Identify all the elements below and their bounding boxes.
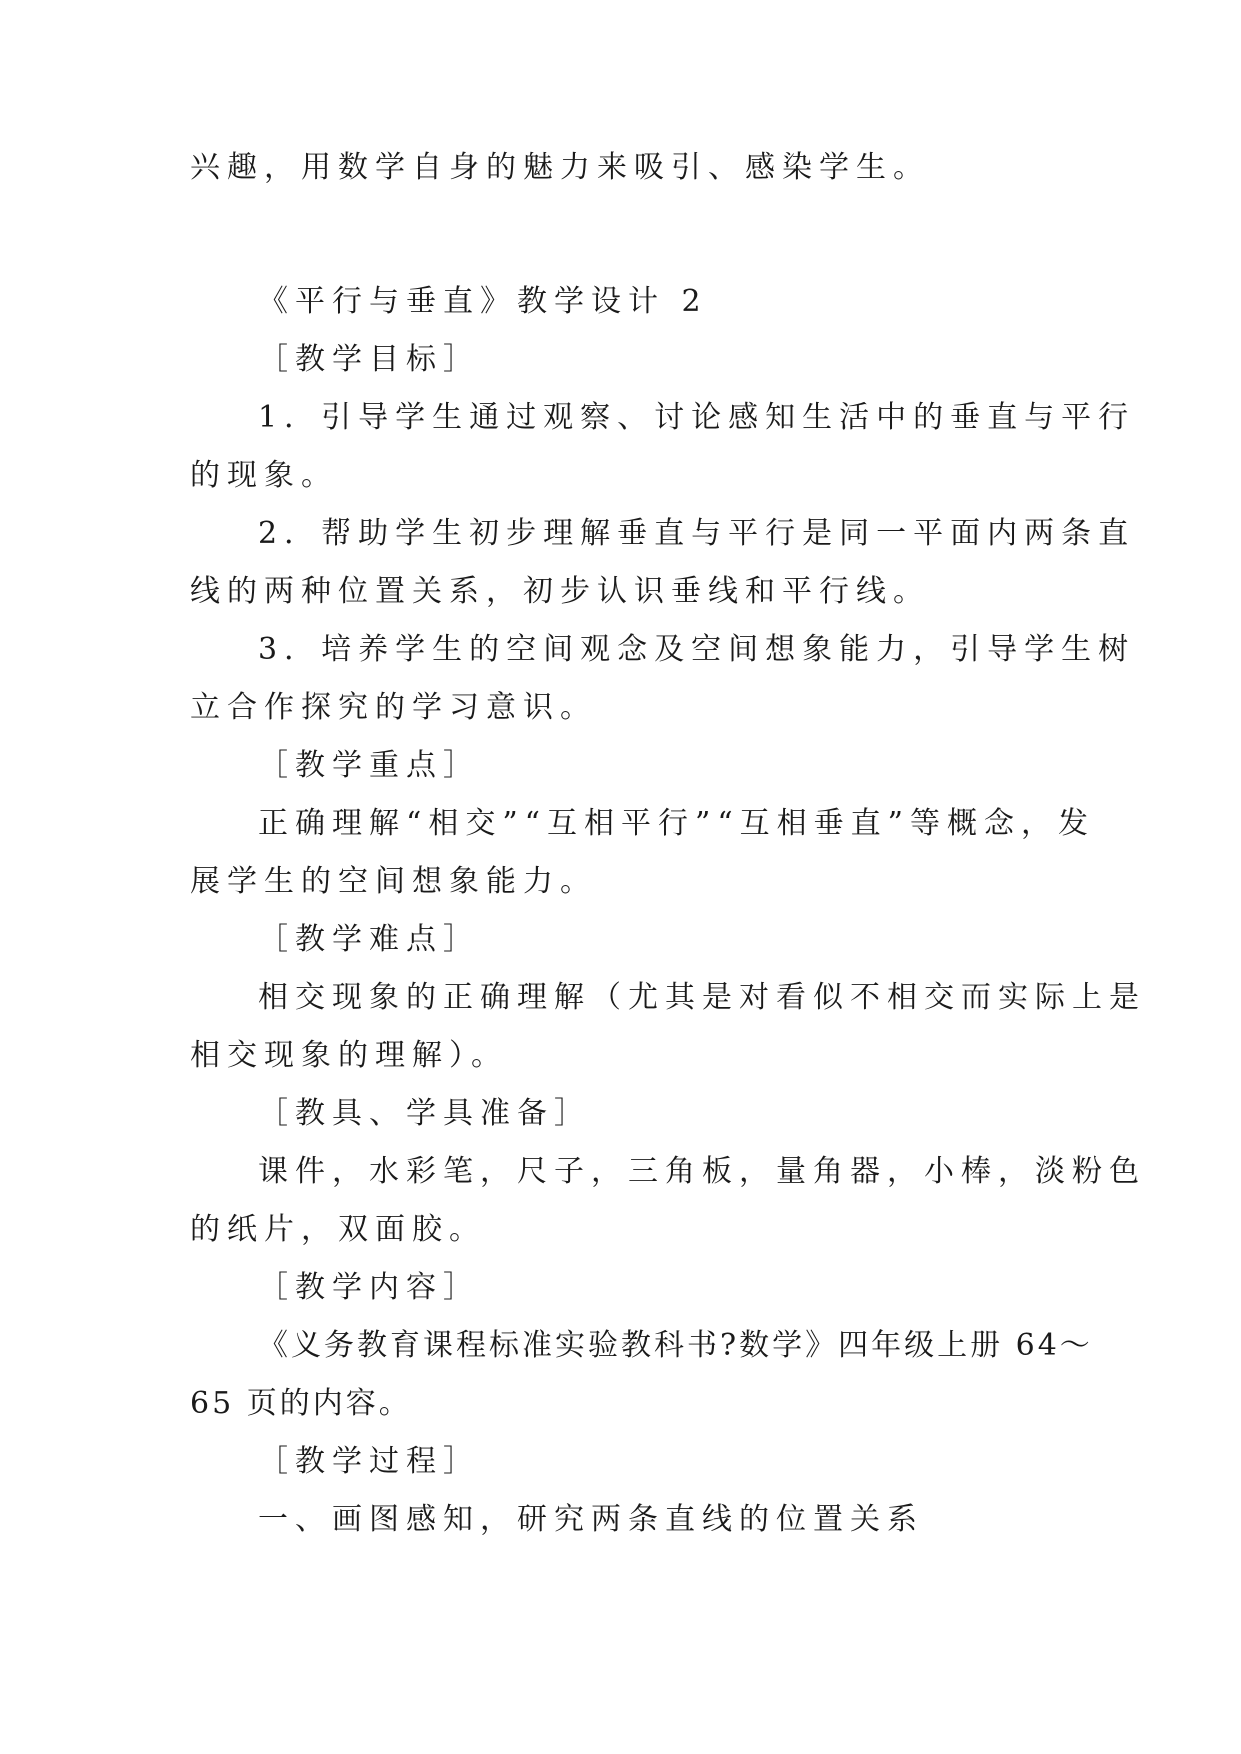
paragraph-line: 立合作探究的学习意识。 xyxy=(190,690,597,725)
paragraph-line: 的纸片，双面胶。 xyxy=(190,1212,486,1247)
heading-difficulties: ［教学难点］ xyxy=(258,922,480,957)
paragraph-line: 展学生的空间想象能力。 xyxy=(190,864,597,899)
paragraph-line: 线的两种位置关系，初步认识垂线和平行线。 xyxy=(190,574,930,609)
heading-process: ［教学过程］ xyxy=(258,1444,480,1479)
paragraph-line: 兴趣，用数学自身的魅力来吸引、感染学生。 xyxy=(190,150,930,185)
heading-key-points: ［教学重点］ xyxy=(258,748,480,783)
paragraph-line: 3．培养学生的空间观念及空间想象能力，引导学生树 xyxy=(258,632,1136,667)
paragraph-line: 相交现象的正确理解（尤其是对看似不相交而实际上是 xyxy=(258,980,1146,1015)
paragraph-line: 《义务教育课程标准实验教科书?数学》四年级上册 64～ xyxy=(258,1328,1093,1363)
heading-materials: ［教具、学具准备］ xyxy=(258,1096,591,1131)
heading-content: ［教学内容］ xyxy=(258,1270,480,1305)
paragraph-line: 2．帮助学生初步理解垂直与平行是同一平面内两条直 xyxy=(258,516,1136,551)
paragraph-line: 的现象。 xyxy=(190,458,338,493)
paragraph-line: 65 页的内容。 xyxy=(190,1386,412,1421)
paragraph-line: 相交现象的理解）。 xyxy=(190,1038,508,1073)
section-title: 《平行与垂直》教学设计 2 xyxy=(258,284,708,319)
paragraph-line: 1．引导学生通过观察、讨论感知生活中的垂直与平行 xyxy=(258,400,1136,435)
paragraph-line: 正确理解“相交”“互相平行”“互相垂直”等概念，发 xyxy=(258,806,1096,841)
heading-teaching-goals: ［教学目标］ xyxy=(258,342,480,377)
paragraph-line: 一、画图感知，研究两条直线的位置关系 xyxy=(258,1502,924,1537)
paragraph-line: 课件，水彩笔，尺子，三角板，量角器，小棒，淡粉色 xyxy=(258,1154,1146,1189)
